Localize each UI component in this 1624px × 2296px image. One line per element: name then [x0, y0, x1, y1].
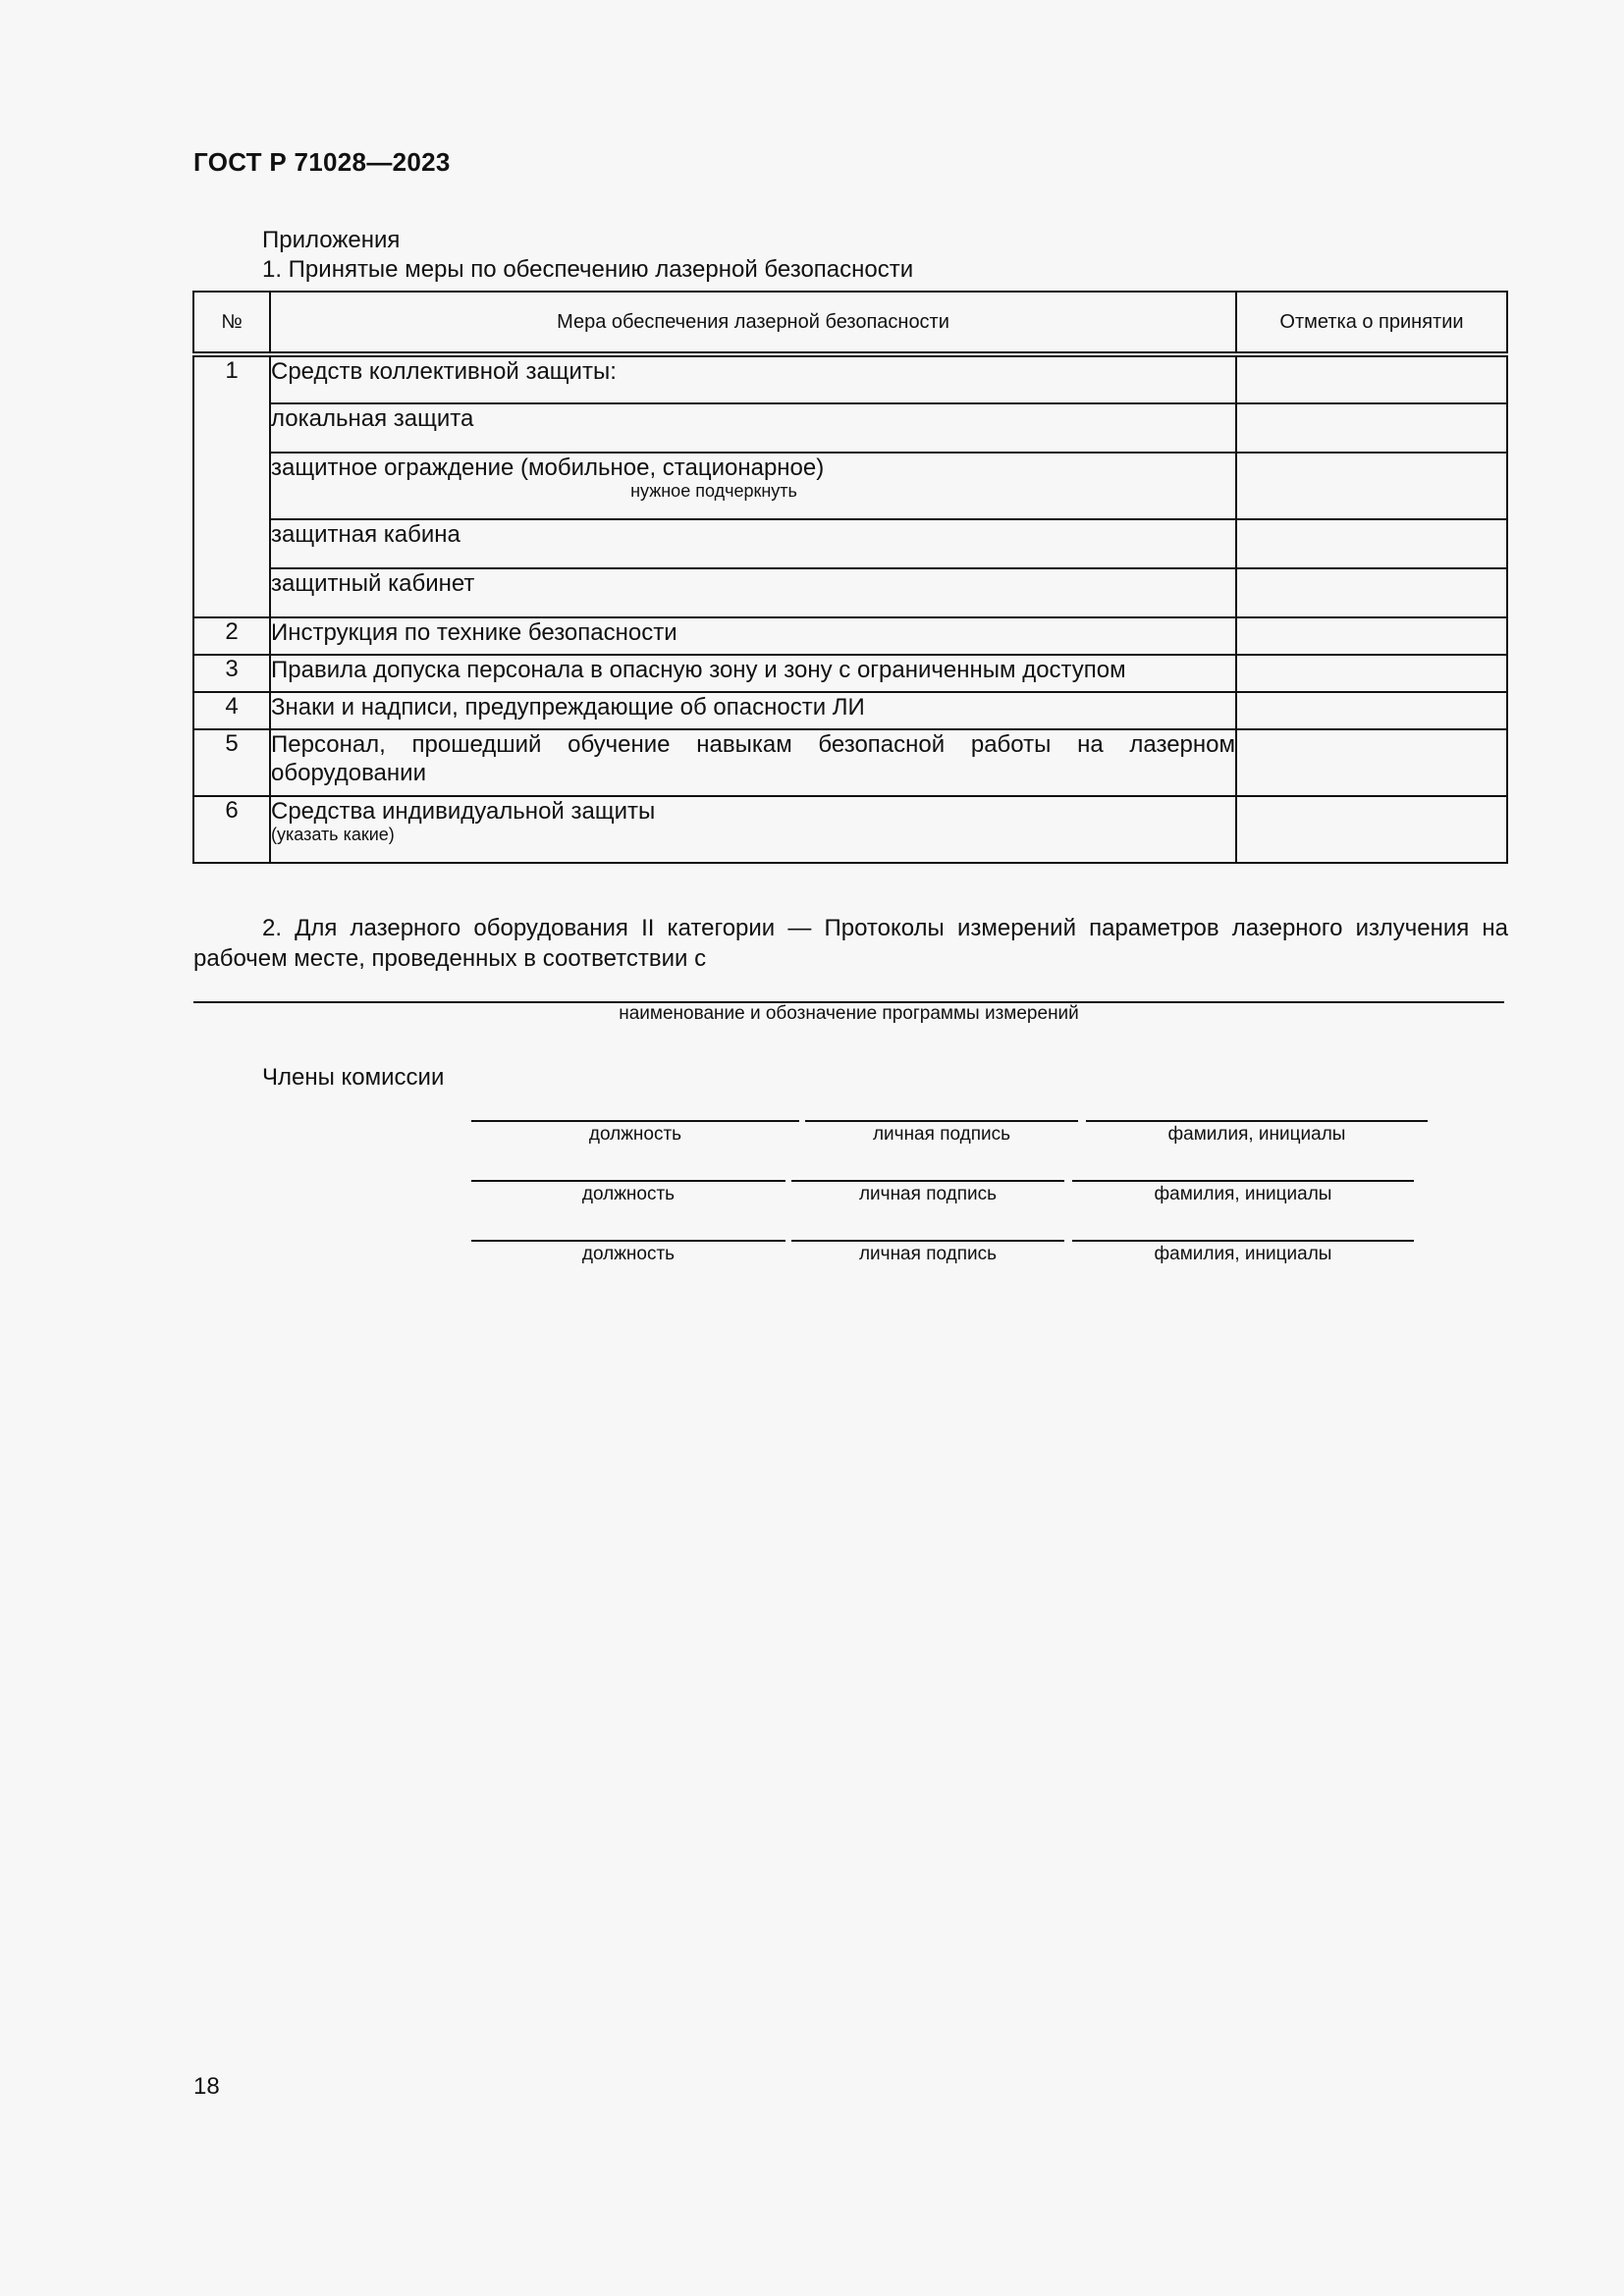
table-row: [193, 729, 1507, 796]
position-field[interactable]: должность: [471, 1120, 799, 1146]
signature-field[interactable]: личная подпись: [791, 1240, 1064, 1265]
row-note: (указать какие): [271, 825, 395, 844]
row-measure: защитный кабинет: [270, 568, 1236, 617]
row-measure-cell: [270, 796, 1236, 863]
row-measure: Средств коллективной защиты:: [270, 354, 1236, 403]
signature-field[interactable]: личная подпись: [805, 1120, 1078, 1146]
position-field[interactable]: должность: [471, 1180, 785, 1205]
row-check-cell[interactable]: [1236, 568, 1507, 617]
name-field[interactable]: фамилия, инициалы: [1072, 1180, 1414, 1205]
commission-members-title: Члены комиссии: [262, 1064, 445, 1091]
row-measure: Средства индивидуальной защиты: [271, 798, 656, 825]
row-check-cell[interactable]: [1236, 729, 1507, 796]
table-row: [193, 453, 1507, 519]
page-number: 18: [193, 2073, 220, 2100]
name-field[interactable]: фамилия, инициалы: [1072, 1240, 1414, 1265]
document-code: ГОСТ Р 71028—2023: [193, 147, 451, 177]
row-check-cell[interactable]: [1236, 692, 1507, 729]
row-num: 1: [193, 354, 270, 617]
row-check-cell[interactable]: [1236, 617, 1507, 655]
header-measure: Мера обеспечения лазерной безопасности: [270, 292, 1236, 354]
row-num: 3: [193, 655, 270, 692]
row-measure-cell: [270, 453, 1236, 519]
row-measure: защитное ограждение (мобильное, стационарное): [271, 454, 825, 481]
safety-measures-table: [192, 291, 1508, 864]
name-field[interactable]: фамилия, инициалы: [1086, 1120, 1428, 1146]
section-2-text: 2. Для лазерного оборудования II категории — Протоколы измерений параметров лазерного излучения на рабочем месте, проведенных в соответствии с: [193, 915, 1508, 972]
table-row: [193, 519, 1507, 568]
row-check-cell[interactable]: [1236, 403, 1507, 453]
header-num: №: [193, 292, 270, 354]
row-measure: Знаки и надписи, предупреждающие об опасности ЛИ: [270, 692, 1236, 729]
appendix-item-1-title: 1. Принятые меры по обеспечению лазерной безопасности: [262, 256, 914, 283]
header-check: Отметка о принятии: [1236, 292, 1507, 354]
row-measure: защитная кабина: [270, 519, 1236, 568]
row-num: 4: [193, 692, 270, 729]
row-measure: локальная защита: [270, 403, 1236, 453]
row-check-cell[interactable]: [1236, 796, 1507, 863]
row-check-cell[interactable]: [1236, 519, 1507, 568]
row-check-cell[interactable]: [1236, 453, 1507, 519]
table-row: [193, 403, 1507, 453]
row-num: 6: [193, 796, 270, 863]
row-num: 2: [193, 617, 270, 655]
row-measure: Правила допуска персонала в опасную зону и зону с ограниченным доступом: [270, 655, 1236, 692]
row-check-cell[interactable]: [1236, 354, 1507, 403]
row-measure: Инструкция по технике безопасности: [270, 617, 1236, 655]
row-num: 5: [193, 729, 270, 796]
signature-field[interactable]: личная подпись: [791, 1180, 1064, 1205]
table-row: [193, 568, 1507, 617]
table-row: [193, 617, 1507, 655]
appendix-title: Приложения: [262, 227, 401, 253]
table-row: [193, 796, 1507, 863]
program-line-caption: наименование и обозначение программы измерений: [619, 1003, 1079, 1024]
table-header-row: [193, 292, 1507, 354]
row-check-cell[interactable]: [1236, 655, 1507, 692]
position-field[interactable]: должность: [471, 1240, 785, 1265]
table-row: [193, 655, 1507, 692]
table-row: [193, 354, 1507, 403]
row-note: нужное подчеркнуть: [630, 481, 797, 501]
table-row: [193, 692, 1507, 729]
row-measure: Персонал, прошедший обучение навыкам безопасной работы на лазерном оборудовании: [270, 729, 1236, 796]
